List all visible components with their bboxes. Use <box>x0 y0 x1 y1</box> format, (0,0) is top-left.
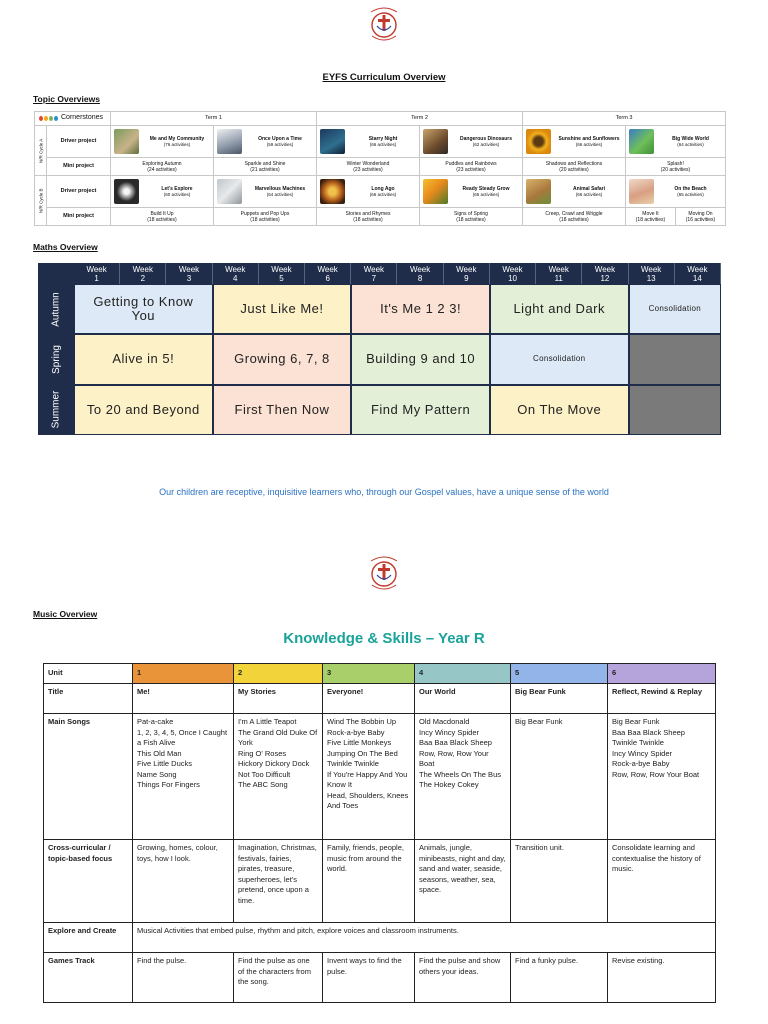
main-songs-cell: Big Bear Funk Baa Baa Black Sheep Twinkle Twinkle Incy Wincy Spider Rock-a-bye Baby Row, Row, Row Your Boat <box>608 714 716 840</box>
maths-unit-cell: Light and Dark <box>490 284 629 334</box>
main-songs-cell: Old Macdonald Incy Wincy Spider Baa Baa Black Sheep Row, Row, Row Your Boat The Wheels On The Bus The Hokey Cokey <box>415 714 511 840</box>
music-overview-heading: Music Overview <box>33 609 98 619</box>
games-track-cell: Revise existing. <box>608 953 716 1003</box>
unit-title: Me! <box>133 684 234 714</box>
games-track-label: Games Track <box>44 953 133 1003</box>
mini-project-title: Exploring Autumn <box>142 160 182 167</box>
activity-count: (59 activities) <box>266 141 294 147</box>
activity-count: (62 activities) <box>472 141 500 147</box>
activity-count: (18 activities) <box>456 216 486 223</box>
maths-unit-cell: Just Like Me! <box>213 284 352 334</box>
term-3-header: Term 3 <box>523 112 726 126</box>
week-header: Week 1 <box>74 263 120 284</box>
unit-3-header: 3 <box>323 664 415 684</box>
mini-project-title: Puddles and Rainbows <box>445 160 497 167</box>
project-thumbnail <box>114 129 139 154</box>
driver-project-title: Let's Explore <box>161 185 193 192</box>
games-track-cell: Find a funky pulse. <box>511 953 608 1003</box>
main-songs-cell: I'm A Little Teapot The Grand Old Duke Of York Ring O' Roses Hickory Dickory Dock Not Too Difficult The ABC Song <box>234 714 323 840</box>
knowledge-skills-title: Knowledge & Skills – Year R <box>283 630 485 647</box>
main-songs-label: Main Songs <box>44 714 133 840</box>
driver-project-title: Marvellous Machines <box>254 185 306 192</box>
driver-project-title: Starry Night <box>368 135 398 142</box>
games-track-cell: Find the pulse and show others your ideas. <box>415 953 511 1003</box>
week-header: Week 8 <box>398 263 444 284</box>
project-thumbnail <box>114 179 139 204</box>
project-thumbnail <box>423 179 448 204</box>
maths-unit-cell: Find My Pattern <box>351 385 490 435</box>
maths-unit-cell: Growing 6, 7, 8 <box>213 334 352 384</box>
focus-cell: Growing, homes, colour, toys, how I look. <box>133 840 234 923</box>
week-header: Week 4 <box>213 263 259 284</box>
unit-5-header: 5 <box>511 664 608 684</box>
mini-project-title: Stories and Rhymes <box>345 210 391 217</box>
maths-unit-cell <box>629 385 721 435</box>
activity-count: (21 activities) <box>250 166 280 173</box>
driver-project-title: Big Wide World <box>672 135 709 142</box>
focus-cell: Animals, jungle, minibeasts, night and day, sand and water, seaside, seasons, weather, sea, space. <box>415 840 511 923</box>
driver-project-title: Once Upon a Time <box>258 135 302 142</box>
activity-count: (23 activities) <box>456 166 486 173</box>
activity-count: (18 activities) <box>250 216 280 223</box>
season-label: Autumn <box>50 291 62 327</box>
school-logo-top <box>367 4 401 44</box>
activity-count: (65 activities) <box>472 191 500 197</box>
week-header: Week 3 <box>166 263 212 284</box>
focus-label: Cross-curricular / topic-based focus <box>44 840 133 923</box>
maths-unit-cell: It's Me 1 2 3! <box>351 284 490 334</box>
unit-6-header: 6 <box>608 664 716 684</box>
games-track-cell: Invent ways to find the pulse. <box>323 953 415 1003</box>
maths-unit-cell: To 20 and Beyond <box>74 385 213 435</box>
mini-project-title: Sparkle and Shine <box>244 160 286 167</box>
project-thumbnail <box>629 129 654 154</box>
project-thumbnail <box>629 179 654 204</box>
games-track-cell: Find the pulse as one of the characters from the song. <box>234 953 323 1003</box>
mini-project-title: Splash! <box>667 160 684 167</box>
week-header: Week 12 <box>582 263 628 284</box>
explore-create-label: Explore and Create <box>44 923 133 953</box>
driver-project-title: Dangerous Dinosaurs <box>460 135 512 142</box>
focus-cell: Transition unit. <box>511 840 608 923</box>
mini-project-title: Build It Up <box>150 210 174 217</box>
activity-count: (66 activities) <box>575 141 603 147</box>
term-2-header: Term 2 <box>317 112 523 126</box>
activity-count: (16 activities) <box>685 216 716 223</box>
school-crest-icon <box>367 553 401 593</box>
unit-2-header: 2 <box>234 664 323 684</box>
mini-project-title: Winter Wonderland <box>346 160 390 167</box>
week-header: Week 7 <box>351 263 397 284</box>
activity-count: (20 activities) <box>559 166 589 173</box>
topic-overviews-heading: Topic Overviews <box>33 94 100 104</box>
activity-count: (18 activities) <box>635 216 666 223</box>
mini-project-label: Mini project <box>47 208 111 226</box>
unit-label: Unit <box>44 664 133 684</box>
project-thumbnail <box>526 129 551 154</box>
cycle-a-label: N/R Cycle A <box>35 126 47 176</box>
brand-name: Cornerstones <box>61 114 104 122</box>
focus-cell: Imagination, Christmas, festivals, fairies, pirates, treasure, superheroes, let's pretend, once upon a time. <box>234 840 323 923</box>
driver-project-label: Driver project <box>47 176 111 208</box>
mini-project-label: Mini project <box>47 158 111 176</box>
driver-project-title: Long Ago <box>371 185 395 192</box>
unit-title: Reflect, Rewind & Replay <box>608 684 716 714</box>
document-title: EYFS Curriculum Overview <box>322 72 446 83</box>
activity-count: (66 activities) <box>369 191 397 197</box>
unit-4-header: 4 <box>415 664 511 684</box>
term-1-header: Term 1 <box>111 112 317 126</box>
focus-cell: Family, friends, people, music from around the world. <box>323 840 415 923</box>
topic-overview-table <box>34 111 726 226</box>
maths-unit-cell: Getting to Know You <box>74 284 213 334</box>
season-label: Spring <box>50 345 62 374</box>
mini-project-title: Puppets and Pop Ups <box>240 210 290 217</box>
project-thumbnail <box>217 129 242 154</box>
activity-count: (66 activities) <box>575 191 603 197</box>
main-songs-cell: Wind The Bobbin Up Rock-a-bye Baby Five Little Monkeys Jumping On The Bed Twinkle Twinkle If You're Happy And You Know It Head, Shoulders, Knees And Toes <box>323 714 415 840</box>
unit-title: Our World <box>415 684 511 714</box>
week-header: Week 10 <box>490 263 536 284</box>
week-header: Week 9 <box>444 263 490 284</box>
unit-title: Big Bear Funk <box>511 684 608 714</box>
maths-unit-cell: Alive in 5! <box>74 334 213 384</box>
driver-project-label: Driver project <box>47 126 111 158</box>
activity-count: (18 activities) <box>353 216 383 223</box>
activity-count: (65 activities) <box>677 191 704 197</box>
driver-project-title: Sunshine and Sunflowers <box>558 135 620 142</box>
activity-count: (66 activities) <box>369 141 397 147</box>
games-track-cell: Find the pulse. <box>133 953 234 1003</box>
unit-title: My Stories <box>234 684 323 714</box>
project-thumbnail <box>217 179 242 204</box>
project-thumbnail <box>526 179 551 204</box>
project-thumbnail <box>320 179 345 204</box>
activity-count: (18 activities) <box>147 216 177 223</box>
activity-count: (18 activities) <box>559 216 589 223</box>
maths-unit-cell: Consolidation <box>629 284 721 334</box>
unit-title: Everyone! <box>323 684 415 714</box>
activity-count: (76 activities) <box>163 141 191 147</box>
driver-project-title: Animal Safari <box>573 185 605 192</box>
week-header: Week 5 <box>259 263 305 284</box>
title-label: Title <box>44 684 133 714</box>
week-header: Week 2 <box>120 263 166 284</box>
week-header: Week 14 <box>675 263 721 284</box>
project-thumbnail <box>320 129 345 154</box>
cornerstones-logo-icon <box>39 116 58 121</box>
focus-cell: Consolidate learning and contextualise the history of music. <box>608 840 716 923</box>
music-knowledge-table <box>43 663 716 1003</box>
school-motto: Our children are receptive, inquisitive learners who, through our Gospel values, have a unique sense of the world <box>159 487 609 497</box>
activity-count: (64 activities) <box>677 141 704 147</box>
season-label: Summer <box>50 390 62 429</box>
explore-create-cell: Musical Activities that embed pulse, rhythm and pitch, explore voices and classroom instruments. <box>133 923 716 953</box>
brand-cell <box>35 112 111 126</box>
driver-project-title: On the Beach <box>674 185 707 192</box>
maths-unit-cell <box>629 334 721 384</box>
mini-project-title: Creep, Crawl and Wriggle <box>545 210 603 217</box>
cycle-b-label: N/R Cycle B <box>35 176 47 226</box>
activity-count: (23 activities) <box>353 166 383 173</box>
maths-unit-cell: First Then Now <box>213 385 352 435</box>
driver-project-title: Me and My Community <box>149 135 205 142</box>
activity-count: (24 activities) <box>147 166 177 173</box>
main-songs-cell: Pat-a-cake 1, 2, 3, 4, 5, Once I Caught a Fish Alive This Old Man Five Little Ducks Name Song Things For Fingers <box>133 714 234 840</box>
mini-project-title: Moving On <box>688 210 713 217</box>
mini-project-title: Shadows and Reflections <box>545 160 603 167</box>
main-songs-cell: Big Bear Funk <box>511 714 608 840</box>
week-header: Week 11 <box>536 263 582 284</box>
school-crest-icon <box>367 4 401 44</box>
maths-unit-cell: Building 9 and 10 <box>351 334 490 384</box>
activity-count: (20 activities) <box>660 166 691 173</box>
mini-project-title: Signs of Spring <box>454 210 488 217</box>
project-thumbnail <box>423 129 448 154</box>
week-header: Week 13 <box>629 263 675 284</box>
maths-unit-cell: Consolidation <box>490 334 629 384</box>
activity-count: (64 activities) <box>266 191 294 197</box>
maths-overview-grid <box>38 263 721 435</box>
driver-project-title: Ready Steady Grow <box>462 185 510 192</box>
week-header: Week 6 <box>305 263 351 284</box>
mini-project-title: Move It <box>642 210 659 217</box>
unit-1-header: 1 <box>133 664 234 684</box>
maths-overview-heading: Maths Overview <box>33 242 98 252</box>
maths-unit-cell: On The Move <box>490 385 629 435</box>
school-logo-bottom <box>367 553 401 593</box>
activity-count: (60 activities) <box>163 191 191 197</box>
